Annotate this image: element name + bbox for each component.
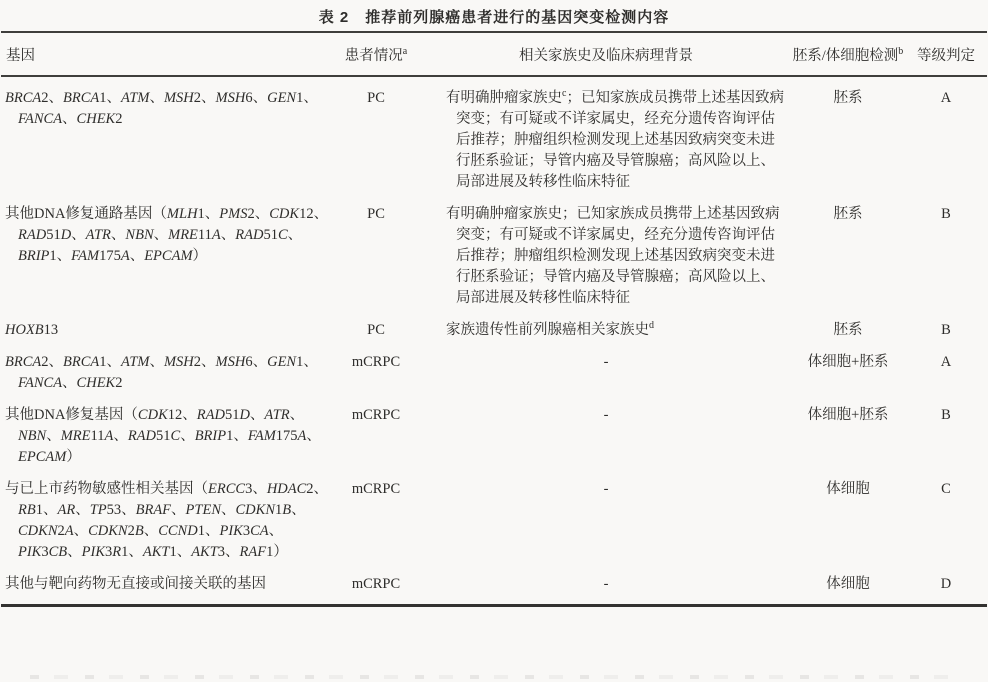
test-cell: 胚系 (833, 206, 863, 222)
column-header-test: 胚系/体细胞检测$^b$ (792, 46, 904, 64)
rule-bottom (1, 604, 987, 607)
patient-cell: PC (367, 206, 385, 222)
table-row (0, 309, 988, 341)
grade-cell: B (941, 206, 951, 222)
table-title: 表 2 推荐前列腺癌患者进行的基因突变检测内容 (318, 9, 670, 26)
table-row (0, 394, 988, 468)
gene-cell: 其他与靶向药物无直接或间接关联的基因 (5, 576, 266, 592)
history-cell: - (603, 354, 609, 370)
history-cell: - (603, 407, 609, 423)
table-row (0, 341, 988, 394)
table-row (0, 468, 988, 563)
grade-cell: A (940, 354, 952, 370)
test-cell: 体细胞+胚系 (807, 407, 889, 423)
patient-cell: mCRPC (351, 354, 401, 370)
patient-cell: PC (367, 322, 385, 338)
gene-cell: BRCA2、BRCA1、ATM、MSH2、MSH6、GEN1、FANCA、CHEK2 (5, 354, 318, 391)
column-header-history: 相关家族史及临床病理背景 (519, 48, 693, 64)
table-row (0, 563, 988, 595)
gene-cell: HOXB13 (5, 322, 59, 338)
history-cell: - (603, 576, 609, 592)
patient-cell: mCRPC (351, 576, 401, 592)
history-cell: 有明确肿瘤家族史$^c$；已知家族成员携带上述基因致病突变；有可疑或不详家属史，经充分遗传咨询评估后推荐；肿瘤组织检测发现上述基因致病突变未进行胚系验证；导管内癌及导管腺癌；高风险以上、局部进展及转移性临床特征 (446, 88, 784, 190)
grade-cell: C (941, 481, 951, 497)
gene-cell: 其他DNA修复通路基因（MLH1、PMS2、CDK12、RAD51D、ATR、NBN、MRE11A、RAD51C、BRIP1、FAM175A、EPCAM） (5, 206, 329, 264)
gene-cell: 其他DNA修复基因（CDK12、RAD51D、ATR、NBN、MRE11A、RAD51C、BRIP1、FAM175A、EPCAM） (5, 407, 321, 465)
test-cell: 体细胞+胚系 (807, 354, 889, 370)
test-cell: 体细胞 (826, 481, 870, 497)
table-row (0, 77, 988, 193)
table-header-row (0, 33, 988, 75)
patient-cell: mCRPC (351, 407, 401, 423)
test-cell: 胚系 (833, 322, 863, 338)
patient-cell: PC (367, 90, 385, 106)
test-cell: 体细胞 (826, 576, 870, 592)
column-header-grade: 等级判定 (917, 48, 975, 64)
history-cell: 有明确肿瘤家族史；已知家族成员携带上述基因致病突变；有可疑或不详家属史，经充分遗传咨询评估后推荐；肿瘤组织检测发现上述基因致病突变未进行胚系验证；导管内癌及导管腺癌；高风险以上、局部进展及转移性临床特征 (446, 206, 780, 306)
table-body (0, 77, 988, 604)
column-header-patient: 患者情况$^a$ (344, 46, 408, 64)
patient-cell: mCRPC (351, 481, 401, 497)
grade-cell: B (941, 322, 951, 338)
table-row (0, 193, 988, 309)
test-cell: 胚系 (833, 90, 863, 106)
column-header-gene: 基因 (6, 48, 35, 64)
grade-cell: D (940, 576, 952, 592)
footnote-cutoff-strip (30, 675, 958, 679)
gene-cell: BRCA2、BRCA1、ATM、MSH2、MSH6、GEN1、FANCA、CHEK2 (5, 90, 318, 127)
grade-cell: B (941, 407, 951, 423)
gene-cell: 与已上市药物敏感性相关基因（ERCC3、HDAC2、RB1、AR、TP53、BRAF、PTEN、CDKN1B、CDKN2A、CDKN2B、CCND1、PIK3CA、PIK3CB、PIK3R1、AKT1、AKT3、RAF1） (5, 481, 329, 560)
grade-cell: A (940, 90, 952, 106)
history-cell: 家族遗传性前列腺癌相关家族史$^d$ (446, 320, 654, 338)
history-cell: - (603, 481, 609, 497)
